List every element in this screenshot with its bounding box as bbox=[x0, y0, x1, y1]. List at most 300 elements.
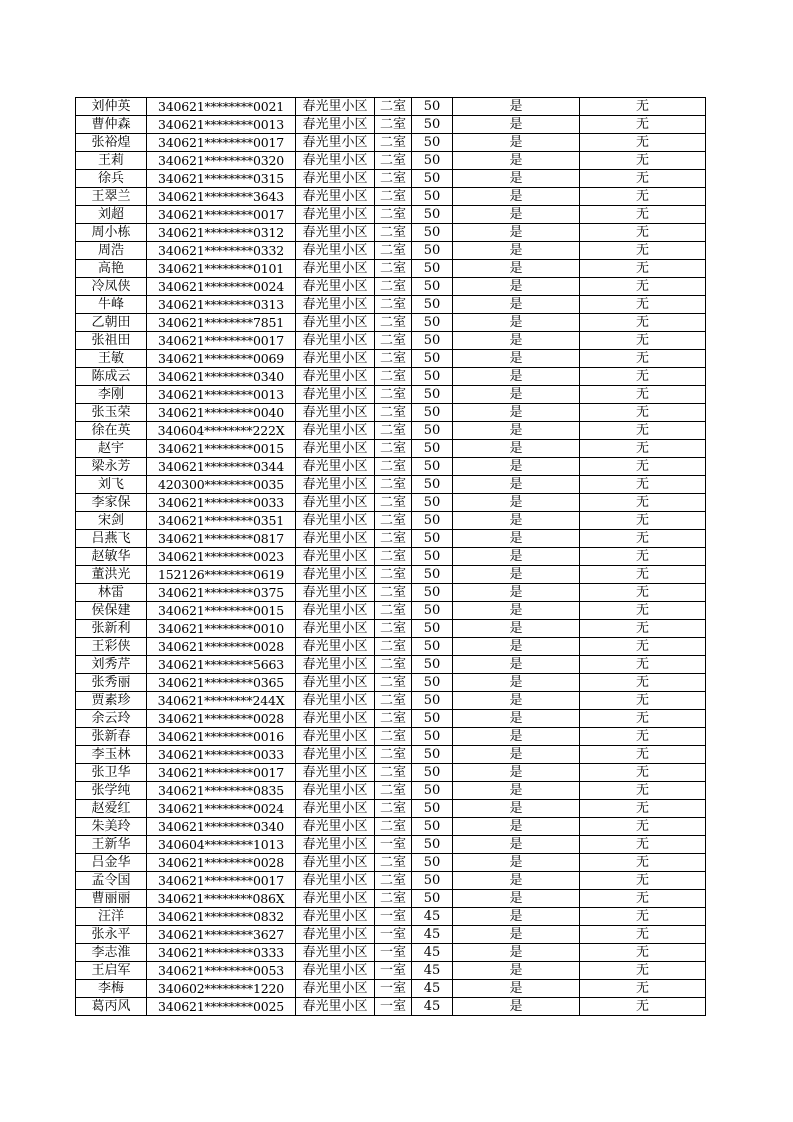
area-cell: 50 bbox=[412, 494, 453, 512]
room-type-cell: 二室 bbox=[375, 422, 412, 440]
property-cell: 无 bbox=[580, 170, 706, 188]
community-cell: 春光里小区 bbox=[296, 350, 375, 368]
room-type-cell: 二室 bbox=[375, 674, 412, 692]
table-row bbox=[76, 476, 706, 494]
eligible-cell: 是 bbox=[453, 674, 580, 692]
property-cell: 无 bbox=[580, 260, 706, 278]
room-type-cell: 二室 bbox=[375, 188, 412, 206]
name-cell: 张祖田 bbox=[76, 332, 147, 350]
area-cell: 50 bbox=[412, 512, 453, 530]
table-row bbox=[76, 404, 706, 422]
eligible-cell: 是 bbox=[453, 692, 580, 710]
name-cell: 周小栋 bbox=[76, 224, 147, 242]
name-cell: 王启军 bbox=[76, 962, 147, 980]
room-type-cell: 二室 bbox=[375, 512, 412, 530]
property-cell: 无 bbox=[580, 800, 706, 818]
room-type-cell: 二室 bbox=[375, 494, 412, 512]
community-cell: 春光里小区 bbox=[296, 728, 375, 746]
property-cell: 无 bbox=[580, 962, 706, 980]
table-body bbox=[76, 98, 706, 1016]
id-number-cell: 340621********0025 bbox=[147, 998, 296, 1016]
community-cell: 春光里小区 bbox=[296, 746, 375, 764]
id-number-cell: 340621********0033 bbox=[147, 494, 296, 512]
eligible-cell: 是 bbox=[453, 260, 580, 278]
eligible-cell: 是 bbox=[453, 98, 580, 116]
area-cell: 50 bbox=[412, 476, 453, 494]
community-cell: 春光里小区 bbox=[296, 170, 375, 188]
table-row bbox=[76, 548, 706, 566]
id-number-cell: 420300********0035 bbox=[147, 476, 296, 494]
id-number-cell: 340621********0101 bbox=[147, 260, 296, 278]
community-cell: 春光里小区 bbox=[296, 134, 375, 152]
community-cell: 春光里小区 bbox=[296, 656, 375, 674]
name-cell: 徐在英 bbox=[76, 422, 147, 440]
area-cell: 50 bbox=[412, 836, 453, 854]
id-number-cell: 340621********3643 bbox=[147, 188, 296, 206]
property-cell: 无 bbox=[580, 692, 706, 710]
area-cell: 50 bbox=[412, 260, 453, 278]
community-cell: 春光里小区 bbox=[296, 530, 375, 548]
property-cell: 无 bbox=[580, 368, 706, 386]
name-cell: 朱美玲 bbox=[76, 818, 147, 836]
property-cell: 无 bbox=[580, 278, 706, 296]
community-cell: 春光里小区 bbox=[296, 908, 375, 926]
eligible-cell: 是 bbox=[453, 872, 580, 890]
eligible-cell: 是 bbox=[453, 386, 580, 404]
eligible-cell: 是 bbox=[453, 116, 580, 134]
eligible-cell: 是 bbox=[453, 350, 580, 368]
property-cell: 无 bbox=[580, 512, 706, 530]
id-number-cell: 340621********0017 bbox=[147, 872, 296, 890]
community-cell: 春光里小区 bbox=[296, 242, 375, 260]
id-number-cell: 340621********0340 bbox=[147, 818, 296, 836]
id-number-cell: 340621********0313 bbox=[147, 296, 296, 314]
eligible-cell: 是 bbox=[453, 206, 580, 224]
id-number-cell: 340621********244X bbox=[147, 692, 296, 710]
property-cell: 无 bbox=[580, 98, 706, 116]
table-row bbox=[76, 746, 706, 764]
table-row bbox=[76, 926, 706, 944]
community-cell: 春光里小区 bbox=[296, 836, 375, 854]
name-cell: 牛峰 bbox=[76, 296, 147, 314]
property-cell: 无 bbox=[580, 620, 706, 638]
area-cell: 50 bbox=[412, 332, 453, 350]
eligible-cell: 是 bbox=[453, 854, 580, 872]
table-row bbox=[76, 674, 706, 692]
community-cell: 春光里小区 bbox=[296, 692, 375, 710]
name-cell: 冷凤侠 bbox=[76, 278, 147, 296]
table-row bbox=[76, 782, 706, 800]
id-number-cell: 340621********0017 bbox=[147, 332, 296, 350]
table-row bbox=[76, 638, 706, 656]
area-cell: 50 bbox=[412, 584, 453, 602]
id-number-cell: 340621********0040 bbox=[147, 404, 296, 422]
area-cell: 50 bbox=[412, 530, 453, 548]
name-cell: 梁永芳 bbox=[76, 458, 147, 476]
eligible-cell: 是 bbox=[453, 170, 580, 188]
property-cell: 无 bbox=[580, 710, 706, 728]
eligible-cell: 是 bbox=[453, 548, 580, 566]
id-number-cell: 340621********086X bbox=[147, 890, 296, 908]
community-cell: 春光里小区 bbox=[296, 998, 375, 1016]
area-cell: 50 bbox=[412, 152, 453, 170]
id-number-cell: 340621********0015 bbox=[147, 440, 296, 458]
eligible-cell: 是 bbox=[453, 332, 580, 350]
id-number-cell: 340621********0835 bbox=[147, 782, 296, 800]
id-number-cell: 152126********0619 bbox=[147, 566, 296, 584]
community-cell: 春光里小区 bbox=[296, 296, 375, 314]
eligible-cell: 是 bbox=[453, 908, 580, 926]
eligible-cell: 是 bbox=[453, 494, 580, 512]
id-number-cell: 340621********5663 bbox=[147, 656, 296, 674]
name-cell: 葛丙风 bbox=[76, 998, 147, 1016]
name-cell: 吕金华 bbox=[76, 854, 147, 872]
name-cell: 张永平 bbox=[76, 926, 147, 944]
id-number-cell: 340621********0053 bbox=[147, 962, 296, 980]
data-table bbox=[75, 97, 706, 1016]
room-type-cell: 二室 bbox=[375, 584, 412, 602]
room-type-cell: 二室 bbox=[375, 800, 412, 818]
eligible-cell: 是 bbox=[453, 440, 580, 458]
community-cell: 春光里小区 bbox=[296, 98, 375, 116]
community-cell: 春光里小区 bbox=[296, 602, 375, 620]
table-row bbox=[76, 584, 706, 602]
table-row bbox=[76, 188, 706, 206]
community-cell: 春光里小区 bbox=[296, 674, 375, 692]
eligible-cell: 是 bbox=[453, 188, 580, 206]
area-cell: 50 bbox=[412, 638, 453, 656]
room-type-cell: 一室 bbox=[375, 908, 412, 926]
community-cell: 春光里小区 bbox=[296, 890, 375, 908]
id-number-cell: 340621********0351 bbox=[147, 512, 296, 530]
property-cell: 无 bbox=[580, 782, 706, 800]
area-cell: 50 bbox=[412, 314, 453, 332]
id-number-cell: 340621********0332 bbox=[147, 242, 296, 260]
name-cell: 董洪光 bbox=[76, 566, 147, 584]
id-number-cell: 340621********0365 bbox=[147, 674, 296, 692]
area-cell: 50 bbox=[412, 188, 453, 206]
name-cell: 王彩侠 bbox=[76, 638, 147, 656]
eligible-cell: 是 bbox=[453, 746, 580, 764]
room-type-cell: 二室 bbox=[375, 692, 412, 710]
community-cell: 春光里小区 bbox=[296, 548, 375, 566]
community-cell: 春光里小区 bbox=[296, 116, 375, 134]
table-row bbox=[76, 728, 706, 746]
community-cell: 春光里小区 bbox=[296, 638, 375, 656]
name-cell: 林雷 bbox=[76, 584, 147, 602]
room-type-cell: 二室 bbox=[375, 890, 412, 908]
name-cell: 孟令国 bbox=[76, 872, 147, 890]
eligible-cell: 是 bbox=[453, 962, 580, 980]
eligible-cell: 是 bbox=[453, 404, 580, 422]
property-cell: 无 bbox=[580, 296, 706, 314]
eligible-cell: 是 bbox=[453, 890, 580, 908]
property-cell: 无 bbox=[580, 476, 706, 494]
id-number-cell: 340621********0069 bbox=[147, 350, 296, 368]
table-row bbox=[76, 602, 706, 620]
id-number-cell: 340621********0010 bbox=[147, 620, 296, 638]
area-cell: 50 bbox=[412, 458, 453, 476]
area-cell: 50 bbox=[412, 674, 453, 692]
area-cell: 50 bbox=[412, 548, 453, 566]
table-row bbox=[76, 314, 706, 332]
name-cell: 刘仲英 bbox=[76, 98, 147, 116]
area-cell: 50 bbox=[412, 692, 453, 710]
room-type-cell: 二室 bbox=[375, 764, 412, 782]
room-type-cell: 二室 bbox=[375, 242, 412, 260]
room-type-cell: 一室 bbox=[375, 944, 412, 962]
id-number-cell: 340621********0021 bbox=[147, 98, 296, 116]
property-cell: 无 bbox=[580, 206, 706, 224]
eligible-cell: 是 bbox=[453, 314, 580, 332]
table-row bbox=[76, 206, 706, 224]
id-number-cell: 340621********0013 bbox=[147, 386, 296, 404]
eligible-cell: 是 bbox=[453, 224, 580, 242]
area-cell: 50 bbox=[412, 728, 453, 746]
area-cell: 50 bbox=[412, 116, 453, 134]
table-row bbox=[76, 98, 706, 116]
name-cell: 李玉林 bbox=[76, 746, 147, 764]
room-type-cell: 二室 bbox=[375, 386, 412, 404]
id-number-cell: 340621********0375 bbox=[147, 584, 296, 602]
property-cell: 无 bbox=[580, 638, 706, 656]
room-type-cell: 二室 bbox=[375, 476, 412, 494]
property-cell: 无 bbox=[580, 656, 706, 674]
community-cell: 春光里小区 bbox=[296, 152, 375, 170]
table-row bbox=[76, 278, 706, 296]
property-cell: 无 bbox=[580, 422, 706, 440]
room-type-cell: 二室 bbox=[375, 296, 412, 314]
id-number-cell: 340621********0340 bbox=[147, 368, 296, 386]
property-cell: 无 bbox=[580, 944, 706, 962]
name-cell: 李刚 bbox=[76, 386, 147, 404]
property-cell: 无 bbox=[580, 134, 706, 152]
eligible-cell: 是 bbox=[453, 602, 580, 620]
community-cell: 春光里小区 bbox=[296, 944, 375, 962]
table-row bbox=[76, 908, 706, 926]
room-type-cell: 二室 bbox=[375, 440, 412, 458]
area-cell: 50 bbox=[412, 386, 453, 404]
name-cell: 张新春 bbox=[76, 728, 147, 746]
name-cell: 刘秀芹 bbox=[76, 656, 147, 674]
eligible-cell: 是 bbox=[453, 368, 580, 386]
id-number-cell: 340621********0028 bbox=[147, 638, 296, 656]
community-cell: 春光里小区 bbox=[296, 980, 375, 998]
community-cell: 春光里小区 bbox=[296, 260, 375, 278]
property-cell: 无 bbox=[580, 440, 706, 458]
community-cell: 春光里小区 bbox=[296, 314, 375, 332]
id-number-cell: 340621********0832 bbox=[147, 908, 296, 926]
property-cell: 无 bbox=[580, 872, 706, 890]
area-cell: 45 bbox=[412, 998, 453, 1016]
table-row bbox=[76, 566, 706, 584]
name-cell: 贾素珍 bbox=[76, 692, 147, 710]
table-row bbox=[76, 296, 706, 314]
property-cell: 无 bbox=[580, 386, 706, 404]
id-number-cell: 340621********0312 bbox=[147, 224, 296, 242]
name-cell: 张学纯 bbox=[76, 782, 147, 800]
room-type-cell: 二室 bbox=[375, 638, 412, 656]
room-type-cell: 一室 bbox=[375, 926, 412, 944]
room-type-cell: 一室 bbox=[375, 980, 412, 998]
eligible-cell: 是 bbox=[453, 728, 580, 746]
community-cell: 春光里小区 bbox=[296, 278, 375, 296]
table-row bbox=[76, 710, 706, 728]
room-type-cell: 二室 bbox=[375, 98, 412, 116]
name-cell: 张新利 bbox=[76, 620, 147, 638]
room-type-cell: 二室 bbox=[375, 260, 412, 278]
community-cell: 春光里小区 bbox=[296, 188, 375, 206]
room-type-cell: 二室 bbox=[375, 170, 412, 188]
room-type-cell: 二室 bbox=[375, 278, 412, 296]
table-row bbox=[76, 224, 706, 242]
room-type-cell: 二室 bbox=[375, 134, 412, 152]
property-cell: 无 bbox=[580, 836, 706, 854]
area-cell: 50 bbox=[412, 404, 453, 422]
id-number-cell: 340604********222X bbox=[147, 422, 296, 440]
eligible-cell: 是 bbox=[453, 620, 580, 638]
area-cell: 50 bbox=[412, 890, 453, 908]
room-type-cell: 二室 bbox=[375, 368, 412, 386]
room-type-cell: 二室 bbox=[375, 314, 412, 332]
community-cell: 春光里小区 bbox=[296, 764, 375, 782]
property-cell: 无 bbox=[580, 674, 706, 692]
community-cell: 春光里小区 bbox=[296, 494, 375, 512]
table-row bbox=[76, 332, 706, 350]
eligible-cell: 是 bbox=[453, 278, 580, 296]
room-type-cell: 二室 bbox=[375, 854, 412, 872]
community-cell: 春光里小区 bbox=[296, 872, 375, 890]
eligible-cell: 是 bbox=[453, 458, 580, 476]
area-cell: 50 bbox=[412, 224, 453, 242]
id-number-cell: 340621********0017 bbox=[147, 206, 296, 224]
table-row bbox=[76, 890, 706, 908]
room-type-cell: 二室 bbox=[375, 224, 412, 242]
area-cell: 50 bbox=[412, 746, 453, 764]
area-cell: 50 bbox=[412, 710, 453, 728]
room-type-cell: 一室 bbox=[375, 836, 412, 854]
room-type-cell: 二室 bbox=[375, 656, 412, 674]
eligible-cell: 是 bbox=[453, 656, 580, 674]
id-number-cell: 340621********0315 bbox=[147, 170, 296, 188]
name-cell: 李家保 bbox=[76, 494, 147, 512]
name-cell: 王敏 bbox=[76, 350, 147, 368]
area-cell: 45 bbox=[412, 944, 453, 962]
id-number-cell: 340602********1220 bbox=[147, 980, 296, 998]
eligible-cell: 是 bbox=[453, 638, 580, 656]
property-cell: 无 bbox=[580, 728, 706, 746]
area-cell: 45 bbox=[412, 926, 453, 944]
room-type-cell: 二室 bbox=[375, 728, 412, 746]
area-cell: 50 bbox=[412, 782, 453, 800]
community-cell: 春光里小区 bbox=[296, 620, 375, 638]
room-type-cell: 二室 bbox=[375, 872, 412, 890]
id-number-cell: 340621********0320 bbox=[147, 152, 296, 170]
eligible-cell: 是 bbox=[453, 782, 580, 800]
name-cell: 周浩 bbox=[76, 242, 147, 260]
room-type-cell: 二室 bbox=[375, 746, 412, 764]
area-cell: 50 bbox=[412, 602, 453, 620]
community-cell: 春光里小区 bbox=[296, 458, 375, 476]
community-cell: 春光里小区 bbox=[296, 368, 375, 386]
property-cell: 无 bbox=[580, 458, 706, 476]
name-cell: 侯保建 bbox=[76, 602, 147, 620]
community-cell: 春光里小区 bbox=[296, 800, 375, 818]
table-row bbox=[76, 386, 706, 404]
property-cell: 无 bbox=[580, 746, 706, 764]
property-cell: 无 bbox=[580, 152, 706, 170]
table-row bbox=[76, 980, 706, 998]
table-row bbox=[76, 440, 706, 458]
room-type-cell: 二室 bbox=[375, 710, 412, 728]
table-row bbox=[76, 242, 706, 260]
property-cell: 无 bbox=[580, 116, 706, 134]
id-number-cell: 340621********0333 bbox=[147, 944, 296, 962]
eligible-cell: 是 bbox=[453, 566, 580, 584]
property-cell: 无 bbox=[580, 890, 706, 908]
area-cell: 50 bbox=[412, 818, 453, 836]
id-number-cell: 340621********0344 bbox=[147, 458, 296, 476]
area-cell: 50 bbox=[412, 242, 453, 260]
property-cell: 无 bbox=[580, 188, 706, 206]
name-cell: 李志淮 bbox=[76, 944, 147, 962]
area-cell: 50 bbox=[412, 764, 453, 782]
room-type-cell: 二室 bbox=[375, 818, 412, 836]
name-cell: 汪洋 bbox=[76, 908, 147, 926]
eligible-cell: 是 bbox=[453, 512, 580, 530]
table-row bbox=[76, 350, 706, 368]
name-cell: 刘超 bbox=[76, 206, 147, 224]
name-cell: 吕燕飞 bbox=[76, 530, 147, 548]
eligible-cell: 是 bbox=[453, 836, 580, 854]
name-cell: 乙朝田 bbox=[76, 314, 147, 332]
room-type-cell: 二室 bbox=[375, 116, 412, 134]
id-number-cell: 340621********0024 bbox=[147, 278, 296, 296]
property-cell: 无 bbox=[580, 224, 706, 242]
property-cell: 无 bbox=[580, 332, 706, 350]
area-cell: 50 bbox=[412, 206, 453, 224]
community-cell: 春光里小区 bbox=[296, 926, 375, 944]
id-number-cell: 340621********0017 bbox=[147, 764, 296, 782]
community-cell: 春光里小区 bbox=[296, 440, 375, 458]
community-cell: 春光里小区 bbox=[296, 854, 375, 872]
property-cell: 无 bbox=[580, 404, 706, 422]
room-type-cell: 二室 bbox=[375, 602, 412, 620]
table-row bbox=[76, 944, 706, 962]
table-row bbox=[76, 656, 706, 674]
room-type-cell: 二室 bbox=[375, 782, 412, 800]
property-cell: 无 bbox=[580, 764, 706, 782]
community-cell: 春光里小区 bbox=[296, 206, 375, 224]
table-row bbox=[76, 152, 706, 170]
property-cell: 无 bbox=[580, 530, 706, 548]
eligible-cell: 是 bbox=[453, 476, 580, 494]
community-cell: 春光里小区 bbox=[296, 386, 375, 404]
id-number-cell: 340604********1013 bbox=[147, 836, 296, 854]
community-cell: 春光里小区 bbox=[296, 566, 375, 584]
table-row bbox=[76, 368, 706, 386]
area-cell: 50 bbox=[412, 800, 453, 818]
id-number-cell: 340621********0016 bbox=[147, 728, 296, 746]
name-cell: 曹丽丽 bbox=[76, 890, 147, 908]
name-cell: 赵敏华 bbox=[76, 548, 147, 566]
room-type-cell: 一室 bbox=[375, 998, 412, 1016]
eligible-cell: 是 bbox=[453, 152, 580, 170]
room-type-cell: 二室 bbox=[375, 152, 412, 170]
id-number-cell: 340621********0028 bbox=[147, 854, 296, 872]
community-cell: 春光里小区 bbox=[296, 512, 375, 530]
room-type-cell: 二室 bbox=[375, 404, 412, 422]
